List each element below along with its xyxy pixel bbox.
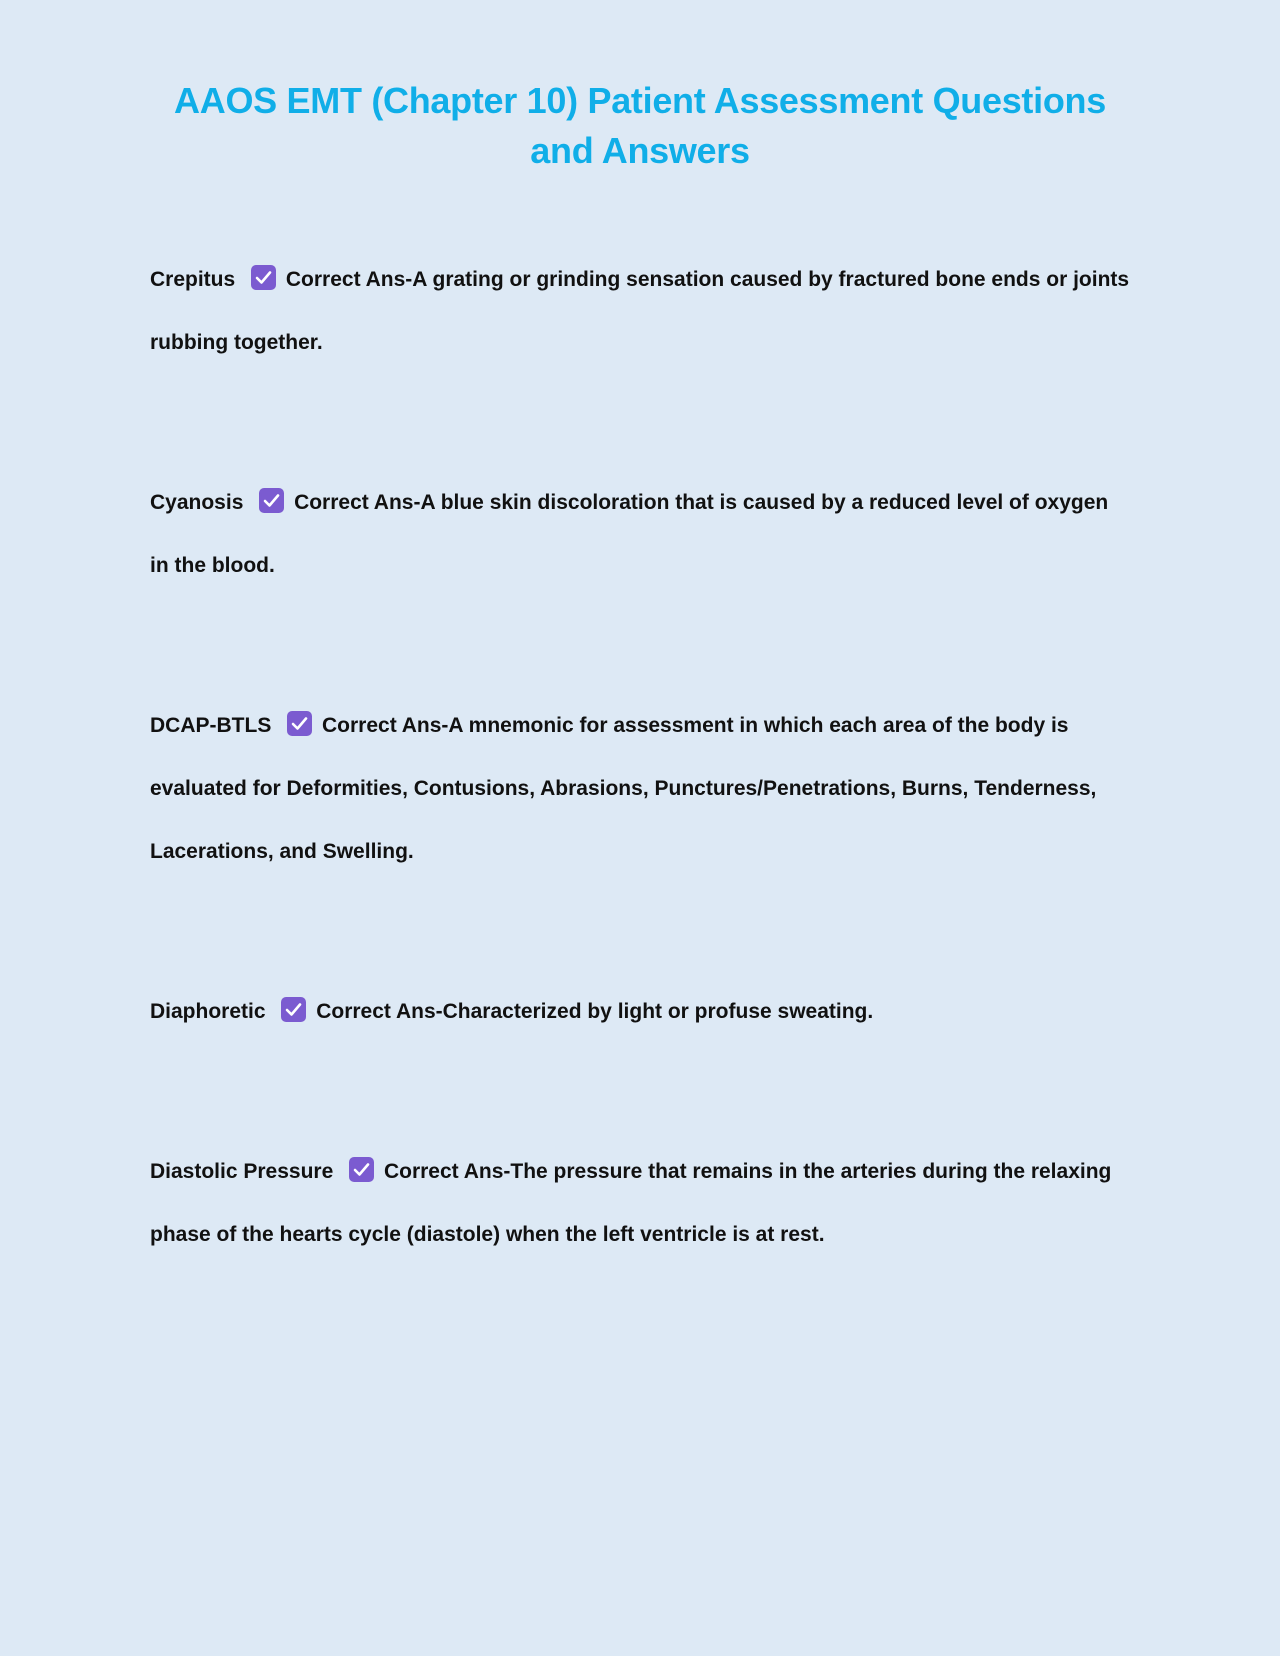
qa-term: Crepitus — [150, 268, 236, 291]
qa-answer: Correct Ans-A grating or grinding sensation caused by fractured bone ends or joints rubbing together. — [150, 268, 1130, 354]
qa-term: Cyanosis — [150, 491, 244, 514]
qa-item-diaphoretic — [150, 980, 1130, 1043]
qa-item-diastolic-pressure — [150, 1140, 1130, 1266]
qa-item-cyanosis — [150, 471, 1130, 597]
qa-answer: Correct Ans-A mnemonic for assessment in which each area of the body is evaluated for Deformities, Contusions, Abrasions, Punctures/Penetrations, Burns, Tenderness, Lacerations, and Swelling. — [150, 714, 1097, 863]
qa-term: Diastolic Pressure — [150, 1160, 334, 1183]
check-box-icon — [259, 488, 284, 513]
qa-item-dcap-btls — [150, 694, 1130, 883]
qa-answer: Correct Ans-Characterized by light or profuse sweating. — [316, 1000, 874, 1023]
qa-answer: Correct Ans-A blue skin discoloration that is caused by a reduced level of oxygen in the blood. — [150, 491, 1109, 577]
qa-answer: Correct Ans-The pressure that remains in the arteries during the relaxing phase of the hearts cycle (diastole) when the left ventricle is at rest. — [150, 1160, 1112, 1246]
qa-list — [150, 248, 1130, 1266]
document-title: AAOS EMT (Chapter 10) Patient Assessment Questions and Answers — [174, 80, 1106, 171]
check-box-icon — [281, 997, 306, 1022]
qa-term: Diaphoretic — [150, 1000, 266, 1023]
check-box-icon — [287, 711, 312, 736]
check-box-icon — [251, 265, 276, 290]
qa-term: DCAP-BTLS — [150, 714, 272, 737]
qa-item-crepitus — [150, 248, 1130, 374]
check-box-icon — [349, 1157, 374, 1182]
